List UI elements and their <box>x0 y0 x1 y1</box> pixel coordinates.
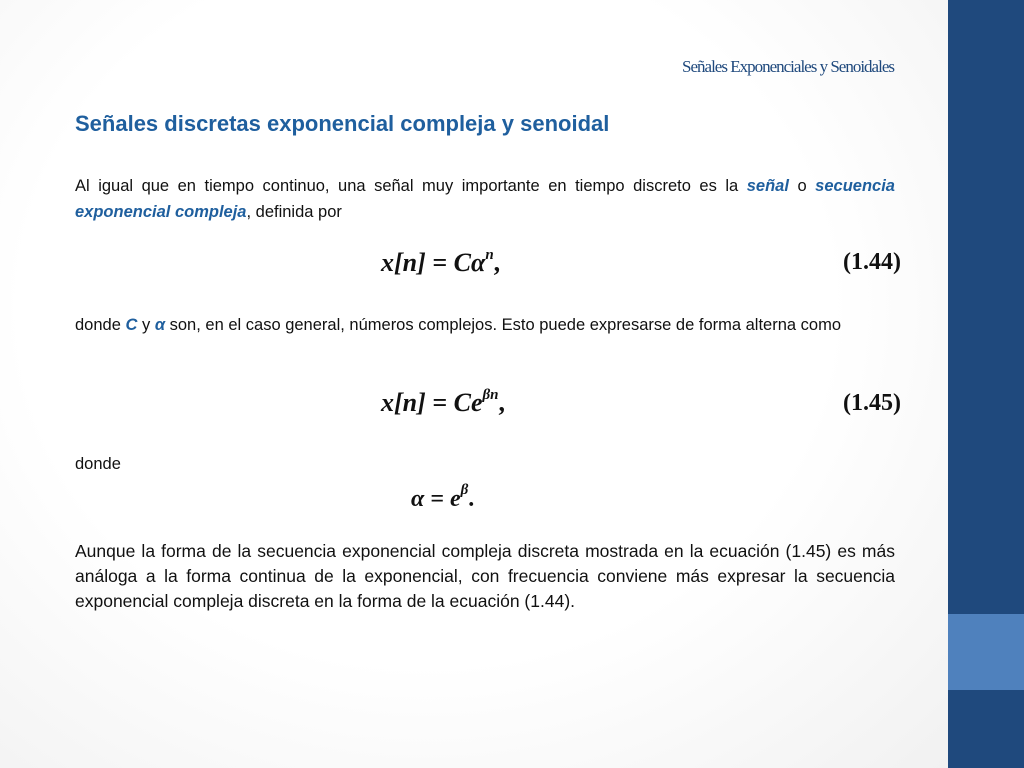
eq3-lhs: α = <box>411 486 450 512</box>
slide-header: Señales Exponenciales y Senoidales <box>682 57 894 76</box>
eq2-base: e <box>470 388 483 417</box>
eq2-lhs: x[n] = C <box>381 388 471 417</box>
p2-text-2: y <box>137 316 155 334</box>
eq2-exponent: βn <box>482 387 499 403</box>
p2-highlight-alpha: α <box>154 316 166 334</box>
equation-number-1-44: (1.44) <box>843 249 901 275</box>
intro-text-2: o <box>788 177 816 195</box>
eq1-tail: , <box>493 248 501 277</box>
eq2-tail: , <box>498 388 506 417</box>
eq1-base: α <box>470 248 486 277</box>
intro-text-1: Al igual que en tiempo continuo, una señal muy importante en tiempo discreto es la <box>75 177 747 195</box>
intro-highlight-senal: señal <box>746 177 789 195</box>
p2-highlight-c: C <box>125 316 138 334</box>
eq3-tail: . <box>468 486 475 512</box>
eq3-base: e <box>449 486 461 512</box>
equation-1-45 <box>381 387 505 418</box>
eq1-exponent: n <box>485 247 494 263</box>
eq3-exponent: β <box>460 482 469 498</box>
eq1-lhs: x[n] = C <box>381 248 471 277</box>
p2-text-3: son, en el caso general, números complejos. Esto puede expresarse de forma alterna como <box>165 316 841 334</box>
paragraph-donde-c <box>75 312 895 338</box>
p2-text-1: donde <box>75 316 126 334</box>
intro-text-3: , definida por <box>246 203 342 221</box>
equation-1-44 <box>381 247 500 278</box>
equation-number-1-45: (1.45) <box>843 390 901 416</box>
paragraph-intro <box>75 173 895 225</box>
paragraph-conclusion: Aunque la forma de la secuencia exponencial compleja discreta mostrada en la ecuación (1.45) es más análoga a la forma continua de la exponencial, con frecuencia conviene más expresar la secuencia exponencial compleja discreta en la forma de la ecuación (1.44). <box>75 541 895 611</box>
intro-highlight-secuencia: secuencia exponencial compleja <box>75 177 895 221</box>
paragraph-donde: donde <box>75 455 121 473</box>
side-accent-block <box>948 614 1024 690</box>
slide-title: Señales discretas exponencial compleja y senoidal <box>75 111 610 136</box>
equation-alpha <box>411 482 474 513</box>
